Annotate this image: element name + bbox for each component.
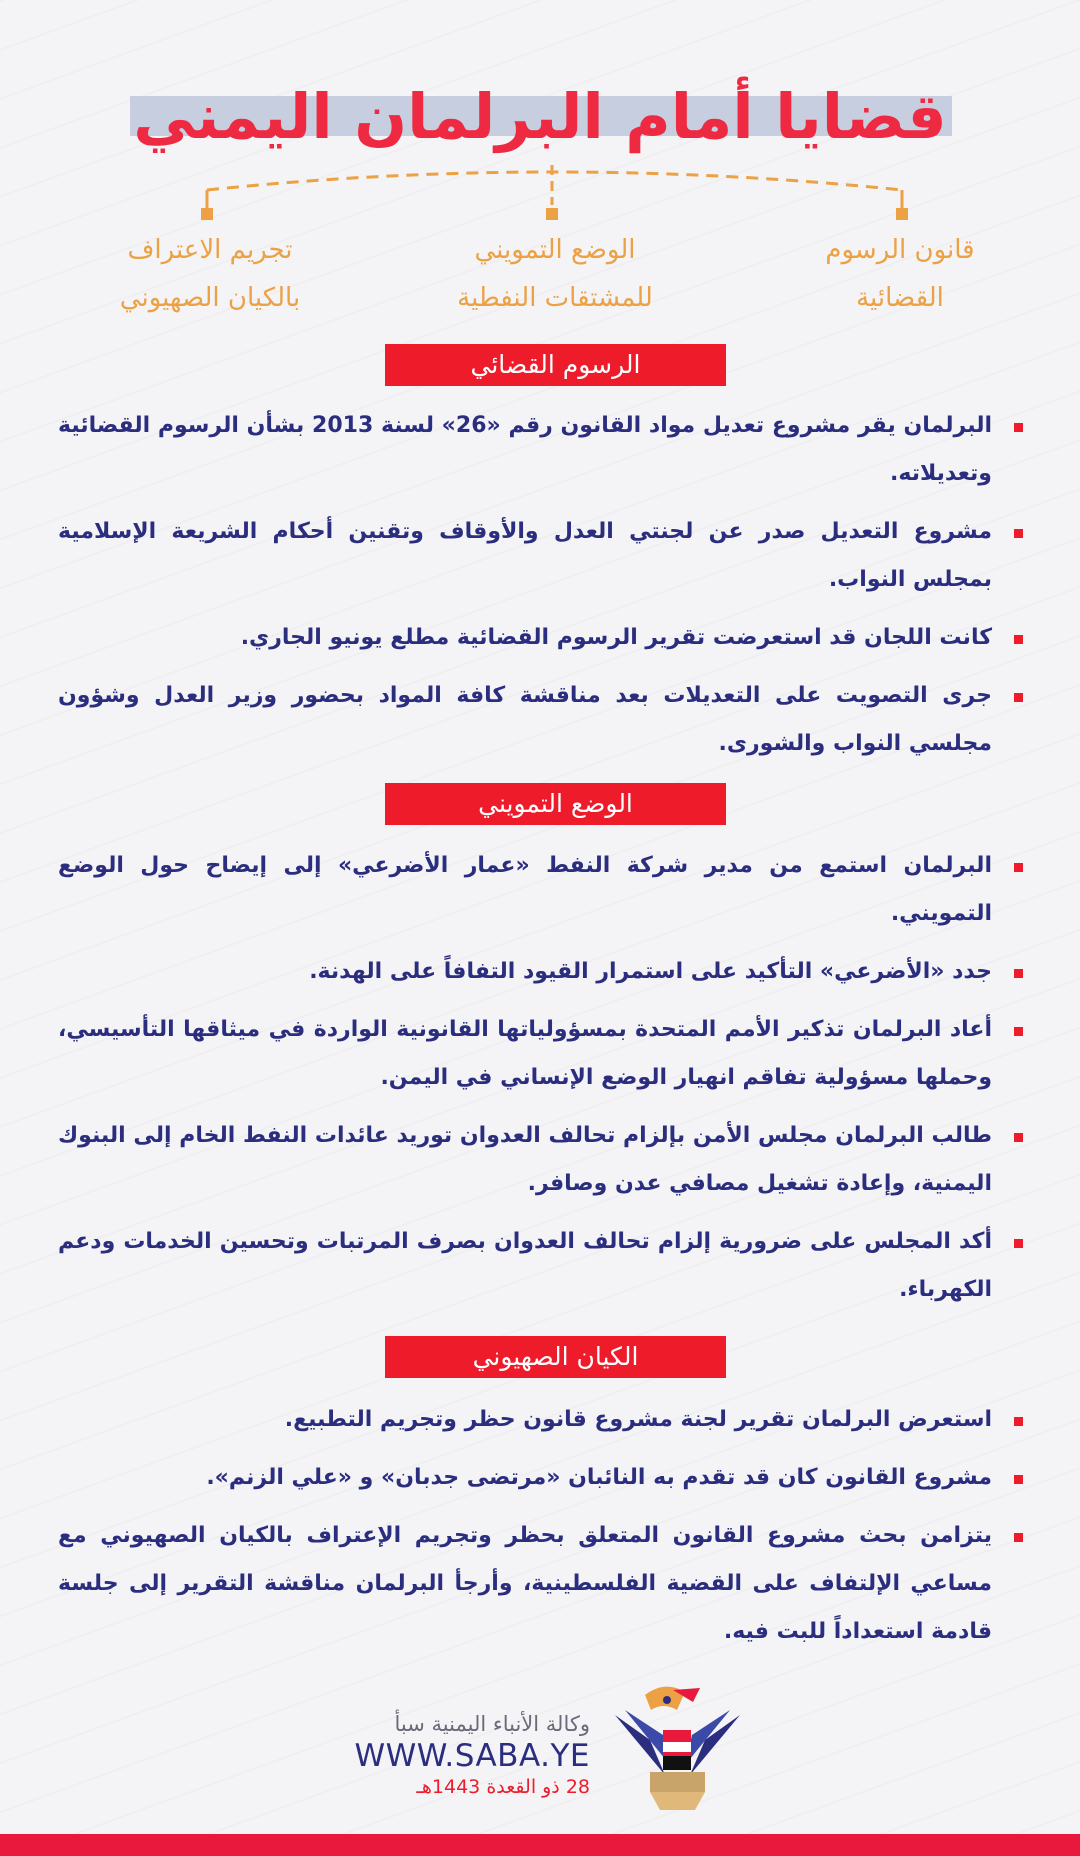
bullet-text: مشروع القانون كان قد تقدم به النائبان «مرتضى جدبان» و «علي الزنم». [206, 1465, 992, 1490]
topic-line: قانون الرسوم [825, 235, 975, 265]
bullet-square-icon [1014, 529, 1023, 538]
topic-line: للمشتقات النفطية [457, 283, 653, 313]
bullet-list-supply-situation [58, 842, 1026, 1314]
agency-name: وكالة الأنباء اليمنية سبأ [394, 1712, 590, 1736]
list-item [58, 1006, 1026, 1102]
list-item [58, 614, 1026, 662]
bullet-text: البرلمان استمع من مدير شركة النفط «عمار الأضرعي» إلى إيضاح حول الوضع التمويني. [58, 853, 992, 926]
bullet-square-icon [1014, 1239, 1023, 1248]
bullet-square-icon [1014, 635, 1023, 644]
bullet-square-icon [1014, 969, 1023, 978]
list-item [58, 402, 1026, 498]
list-item [58, 842, 1026, 938]
topic-line: تجريم الاعتراف [127, 235, 293, 265]
section-header-judicial-fees: الرسوم القضائي [385, 344, 726, 386]
footer-text-block [354, 1712, 590, 1798]
bullet-square-icon [1014, 1533, 1023, 1542]
list-item [58, 1454, 1026, 1502]
publish-date: 28 ذو القعدة 1443هـ [416, 1776, 590, 1798]
list-item [58, 1396, 1026, 1444]
bullet-text: طالب البرلمان مجلس الأمن بإلزام تحالف العدوان توريد عائدات النفط الخام إلى البنوك اليمنية، وإعادة تشغيل مصافي عدن وصافر. [58, 1123, 992, 1196]
topic-criminalize-recognition [80, 226, 340, 322]
bullet-square-icon [1014, 1417, 1023, 1426]
bullet-text: أعاد البرلمان تذكير الأمم المتحدة بمسؤولياتها القانونية الواردة في ميثاقها التأسيسي، وحملها مسؤولية تفاقم انهيار الوضع الإنساني في اليمن. [58, 1017, 992, 1090]
topic-judicial-fees [770, 226, 1030, 322]
bullet-square-icon [1014, 693, 1023, 702]
section-header-zionist-entity: الكيان الصهيوني [385, 1336, 726, 1378]
topic-line: القضائية [856, 283, 944, 313]
list-item [58, 508, 1026, 604]
bullet-square-icon [1014, 1133, 1023, 1142]
bullet-text: البرلمان يقر مشروع تعديل مواد القانون رقم «26» لسنة 2013 بشأن الرسوم القضائية وتعديلاته. [58, 413, 993, 486]
bullet-text: يتزامن بحث مشروع القانون المتعلق بحظر وتجريم الإعتراف بالكيان الصهيوني مع مساعي الإلتفاف على القضية الفلسطينية، وأرجأ البرلمان مناقشة التقرير إلى جلسة قادمة استعداداً للبت فيه. [58, 1523, 992, 1644]
page-title: قضايا أمام البرلمان اليمني [133, 80, 947, 153]
topic-line: الوضع التمويني [474, 235, 636, 265]
bullet-text: أكد المجلس على ضرورية إلزام تحالف العدوان بصرف المرتبات وتحسين الخدمات ودعم الكهرباء. [58, 1229, 992, 1302]
list-item [58, 1512, 1026, 1656]
list-item [58, 1112, 1026, 1208]
footer [0, 1680, 1080, 1850]
bullet-list-judicial-fees [58, 402, 1026, 768]
list-item [58, 672, 1026, 768]
bullet-square-icon [1014, 1475, 1023, 1484]
topic-line: بالكيان الصهيوني [119, 283, 301, 313]
bullet-text: جدد «الأضرعي» التأكيد على استمرار القيود التفافاً على الهدنة. [309, 959, 992, 984]
list-item [58, 1218, 1026, 1314]
bullet-text: جرى التصويت على التعديلات بعد مناقشة كافة المواد بحضور وزير العدل وشؤون مجلسي النواب والشورى. [58, 683, 992, 756]
bullet-text: استعرض البرلمان تقرير لجنة مشروع قانون حظر وتجريم التطبيع. [284, 1407, 992, 1432]
list-item [58, 948, 1026, 996]
bullet-list-zionist-entity [58, 1396, 1026, 1656]
bullet-square-icon [1014, 863, 1023, 872]
saba-logo-icon [605, 1680, 750, 1825]
bullet-square-icon [1014, 1027, 1023, 1036]
bullet-text: كانت اللجان قد استعرضت تقرير الرسوم القضائية مطلع يونيو الجاري. [240, 625, 992, 650]
title-area [0, 72, 1080, 162]
section-header-supply-situation: الوضع التمويني [385, 783, 726, 825]
bullet-text: مشروع التعديل صدر عن لجنتي العدل والأوقاف وتقنين أحكام الشريعة الإسلامية بمجلس النواب. [58, 519, 992, 592]
bullet-square-icon [1014, 423, 1023, 432]
website-link[interactable]: WWW.SABA.YE [354, 1738, 590, 1774]
topic-connector-lines [0, 160, 1080, 225]
bottom-bar [0, 1834, 1080, 1856]
topic-supply-situation [420, 226, 690, 322]
